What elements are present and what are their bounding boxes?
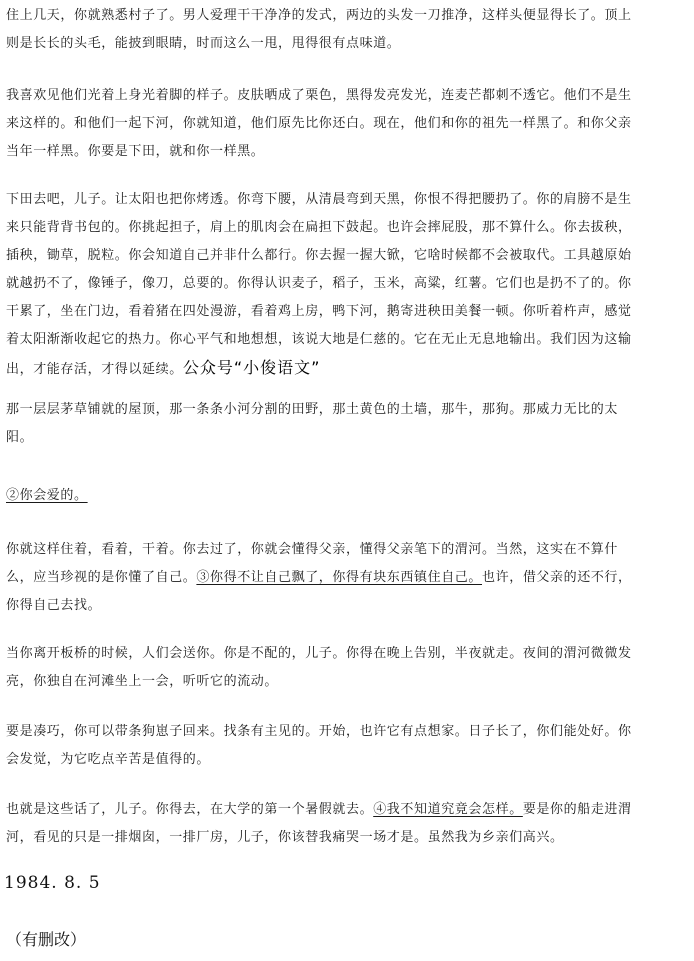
text-line: 当你离开板桥的时候，人们会送你。你是不配的，儿子。你得在晚上告别，半夜就走。夜间的渭河微微发	[6, 646, 632, 661]
paragraph-9	[6, 796, 684, 852]
text-segment: 要是你的船走进渭	[522, 802, 632, 817]
text-line	[6, 354, 684, 382]
paragraph-6	[6, 536, 684, 620]
date-line: 1984. 8. 5	[4, 873, 101, 893]
paragraph-1	[6, 2, 684, 58]
text-line: 住上几天，你就熟悉村子了。男人爱理干干净净的发式，两边的头发一刀推净，这样头便显得长了。顶上	[6, 8, 632, 23]
text-segment: 出，才能存活，才得以延续。	[6, 362, 183, 377]
text-line: 要是凑巧，你可以带条狗崽子回来。找条有主见的。开始，也许它有点想家。日子长了，你们能处好。你	[6, 724, 632, 739]
text-segment: 么，应当珍视的是你懂了自己。	[6, 570, 197, 585]
paragraph-8	[6, 718, 684, 774]
text-line: 当年一样黑。你要是下田，就和你一样黑。	[6, 144, 265, 159]
underlined-sentence-3: ③你得不让自己飘了，你得有块东西镇住自己。	[196, 570, 483, 585]
text-line: 来只能背背书包的。你挑起担子，肩上的肌肉会在扁担下鼓起。也许会摔屁股，那不算什么。你去拔秧，	[6, 220, 632, 235]
text-line: 则是长长的头毛，能披到眼睛，时而这么一甩，甩得很有点味道。	[6, 36, 401, 51]
paragraph-2	[6, 82, 684, 166]
text-line: 我喜欢见他们光着上身光着脚的样子。皮肤晒成了栗色，黑得发亮发光，连麦芒都刺不透它。他们不是生	[6, 88, 632, 103]
abridged-note: （有删改）	[6, 930, 87, 949]
text-line: 亮，你独自在河滩坐上一会，听听它的流动。	[6, 674, 279, 689]
text-line: 那一层层茅草铺就的屋顶，那一条条小河分割的田野，那土黄色的土墙，那牛，那狗。那威力无比的太	[6, 402, 619, 417]
text-line: 来这样的。和他们一起下河，你就知道，他们原先比你还白。现在，他们和你的祖先一样黑了。和你父亲	[6, 116, 632, 131]
watermark-text: 公众号“小俊语文”	[182, 358, 321, 377]
text-line: 阳。	[6, 430, 34, 445]
text-line	[6, 564, 684, 592]
text-line: 就越扔不了，像锤子，像刀，总要的。你得认识麦子，稻子，玉米，高粱，红薯。它们也是扔不了的。你	[6, 276, 632, 291]
underlined-sentence-2: ②你会爱的。	[6, 488, 88, 503]
text-line: 会发觉，为它吃点辛苦是值得的。	[6, 752, 211, 767]
text-line: 河，看见的只是一排烟囱，一排厂房，儿子，你该替我痛哭一场才是。虽然我为乡亲们高兴。	[6, 830, 564, 845]
text-line	[6, 482, 684, 510]
paragraph-5	[6, 482, 684, 510]
text-line: 着太阳渐渐收起它的热力。你心平气和地想想，该说大地是仁慈的。它在无止无息地输出。我们因为这输	[6, 332, 632, 347]
paragraph-7	[6, 640, 684, 696]
underlined-sentence-4: ④我不知道究竟会怎样。	[373, 802, 523, 817]
text-segment: 也就是这些话了，儿子。你得去，在大学的第一个暑假就去。	[6, 802, 374, 817]
paragraph-3	[6, 186, 684, 382]
text-line: 下田去吧，儿子。让太阳也把你烤透。你弯下腰，从清晨弯到天黑，你恨不得把腰扔了。你的肩膀不是生	[6, 192, 632, 207]
paragraph-4	[6, 396, 684, 452]
text-line: 插秧，锄草，脱粒。你会知道自己并非什么都行。你去握一握大锨，它啥时候都不会被取代。工具越原始	[6, 248, 632, 263]
text-line: 干累了，坐在门边，看着猪在四处漫游，看着鸡上房，鸭下河，鹅寄进秧田美餐一顿。你听着杵声，感觉	[6, 304, 632, 319]
text-line	[6, 796, 684, 824]
text-line: 你就这样住着，看着，干着。你去过了，你就会懂得父亲，懂得父亲笔下的渭河。当然，这实在不算什	[6, 542, 619, 557]
text-segment: 也许，借父亲的还不行，	[482, 570, 632, 585]
text-line: 你得自己去找。	[6, 598, 102, 613]
